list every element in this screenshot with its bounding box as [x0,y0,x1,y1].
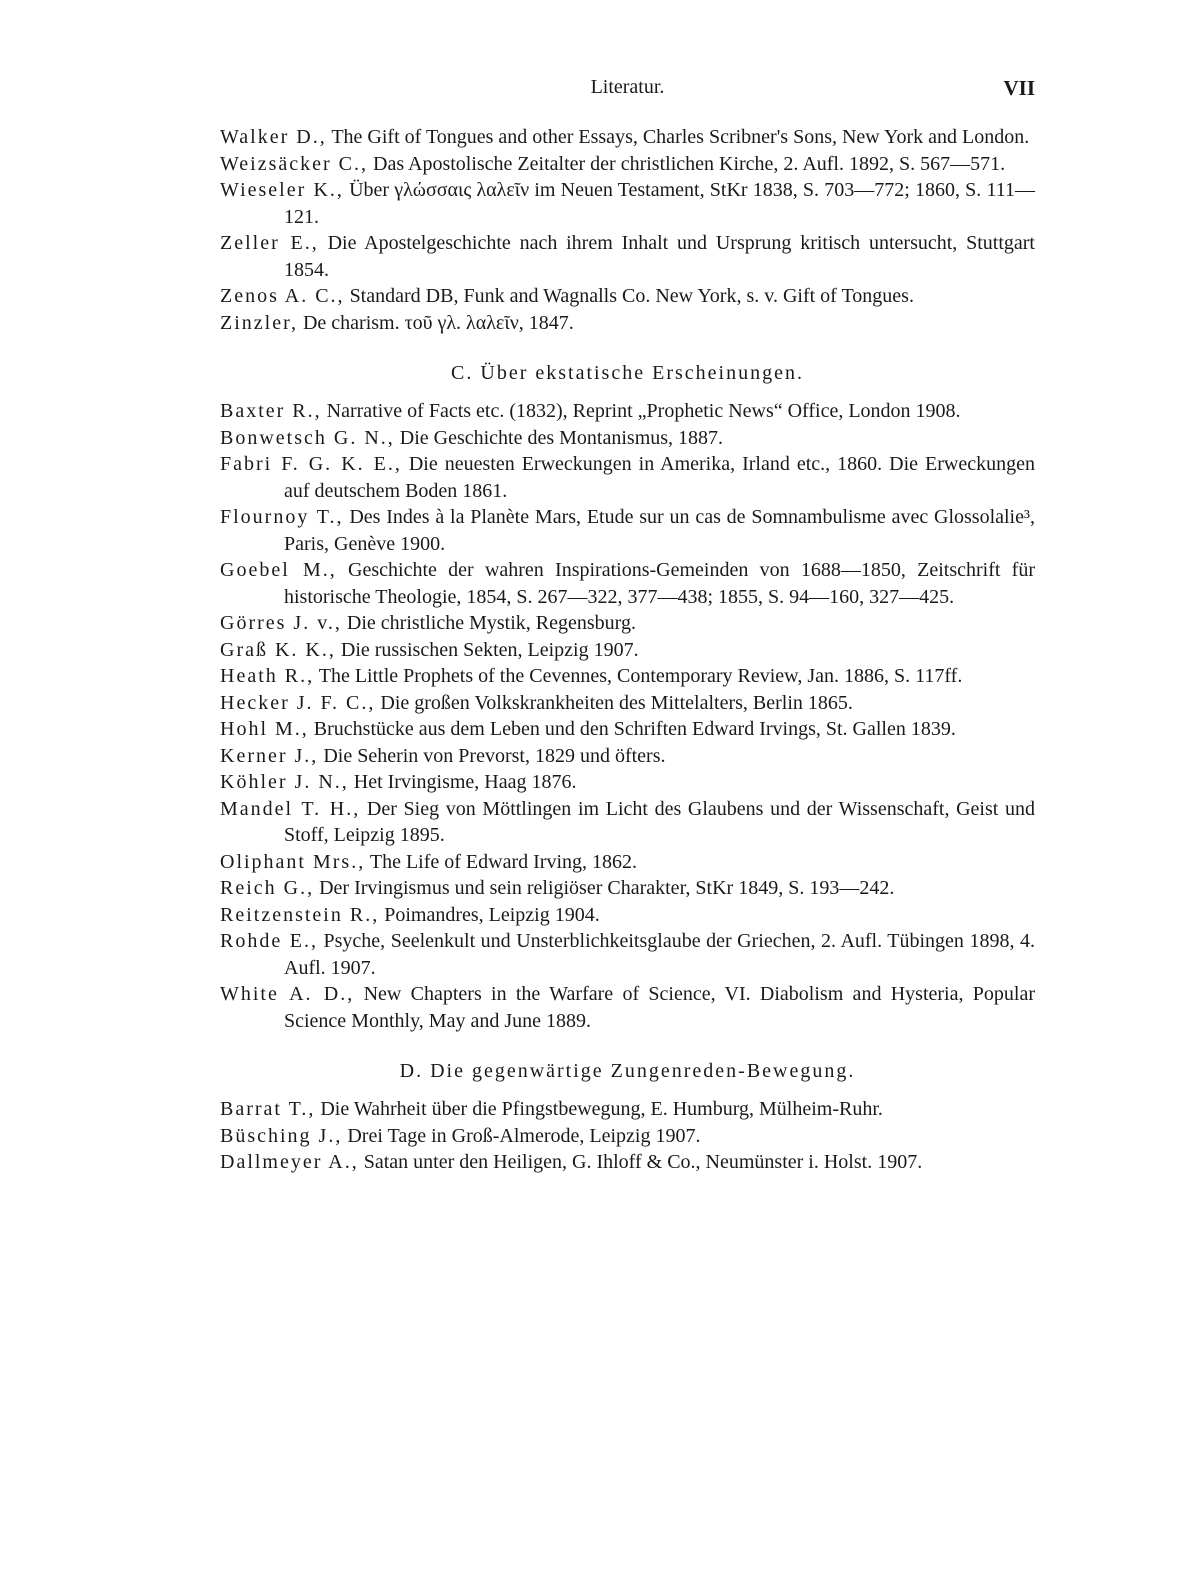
bib-entry [220,663,1035,690]
bib-text: Geschichte der wahren Inspirations-Gemeinden von 1688—1850, Zeitschrift für historische Theologie, 1854, S. 267—322, 377—438; 1855, S. 94—160, 327—425. [284,559,1035,608]
bib-author: Hecker J. F. C., [220,691,376,714]
bib-entry [220,1149,1035,1176]
bib-author: Zenos A. C., [220,285,345,307]
bib-text: Der Sieg von Möttlingen im Licht des Glaubens und der Wissenschaft, Geist und Stoff, Leipzig 1895. [284,797,1035,846]
bib-author: Bonwetsch G. N., [220,426,395,449]
bib-entry [220,690,1035,717]
bib-entry [220,425,1035,452]
bib-entry [220,230,1035,283]
bib-text: The Gift of Tongues and other Essays, Charles Scribner's Sons, New York and London. [326,126,1030,148]
bib-author: Mandel T. H., [220,797,361,820]
bib-text: Drei Tage in Groß-Almerode, Leipzig 1907. [342,1124,701,1147]
bib-author: Reitzenstein R., [220,903,380,926]
bib-author: Walker D., [220,126,327,148]
bib-author: Köhler J. N., [220,771,349,793]
bib-entry [220,610,1035,637]
bib-text: Die Geschichte des Montanismus, 1887. [394,426,724,449]
bib-entry [220,177,1035,230]
bib-entry [220,849,1035,876]
bib-entry [220,769,1035,796]
bib-text: De charism. τοῦ γλ. λαλεῖν, 1847. [297,311,574,334]
bib-text: Die großen Volkskrankheiten des Mittelalters, Berlin 1865. [375,691,853,714]
bib-entry [220,310,1035,337]
bib-text: Die neuesten Erweckungen in Amerika, Irland etc., 1860. Die Erweckungen auf deutschem Boden 1861. [284,453,1035,502]
bib-author: Dallmeyer A., [220,1151,359,1173]
bib-entry [220,743,1035,770]
bib-text: Die Wahrheit über die Pfingstbewegung, E. Humburg, Mülheim-Ruhr. [315,1098,883,1120]
bibliography-section-d [220,1096,1035,1176]
bib-author: Rohde E., [220,930,318,952]
bib-text: Bruchstücke aus dem Leben und den Schriften Edward Irvings, St. Gallen 1839. [308,718,956,740]
bib-author: Flournoy T., [220,506,344,528]
bib-entry [220,875,1035,902]
page-number: VII [1003,76,1035,100]
bib-entry [220,398,1035,425]
bib-author: Reich G., [220,877,315,899]
bib-text: Der Irvingismus und sein religiöser Charakter, StKr 1849, S. 193—242. [314,877,895,899]
bib-author: Barrat T., [220,1098,316,1120]
bib-text: Narrative of Facts etc. (1832), Reprint „Prophetic News“ Office, London 1908. [321,400,961,422]
bib-text: Das Apostolische Zeitalter der christlichen Kirche, 2. Aufl. 1892, S. 567—571. [368,152,1006,175]
bib-text: Het Irvingisme, Haag 1876. [348,771,577,793]
bib-text: Die Seherin von Prevorst, 1829 und öfters. [318,744,666,767]
bib-author: Hohl M., [220,718,309,740]
bib-entry [220,637,1035,664]
bib-entry [220,716,1035,743]
bibliography [220,124,1035,1176]
bib-entry [220,451,1035,504]
section-heading-d: D. Die gegenwärtige Zungenreden-Bewegung. [399,1060,856,1082]
bib-text: Über γλώσσαις λαλεῖν im Neuen Testament, StKr 1838, S. 703—772; 1860, S. 111—121. [284,179,1036,228]
bib-author: Kerner J., [220,744,319,767]
bib-entry [220,1096,1035,1123]
bib-text: Satan unter den Heiligen, G. Ihloff & Co., Neumünster i. Holst. 1907. [358,1151,923,1173]
bib-entry [220,151,1035,178]
bib-text: Standard DB, Funk and Wagnalls Co. New York, s. v. Gift of Tongues. [344,285,914,307]
bib-text: Poimandres, Leipzig 1904. [379,903,600,926]
bib-author: Zeller E., [220,232,319,254]
bib-author: Oliphant Mrs., [220,850,366,873]
bib-text: Des Indes à la Planète Mars, Etude sur un cas de Somnambulisme avec Glossolalie³, Paris, Genève 1900. [284,506,1035,555]
bib-entry [220,557,1035,610]
running-title: Literatur. [590,76,665,98]
bib-entry [220,928,1035,981]
bibliography-section-c [220,398,1035,1034]
section-heading-c: C. Über ekstatische Erscheinungen. [451,362,804,384]
bib-text: Die russischen Sekten, Leipzig 1907. [335,638,639,661]
bib-text: Psyche, Seelenkult und Unsterblichkeitsglaube der Griechen, 2. Aufl. Tübingen 1898, 4. Aufl. 1907. [284,930,1035,979]
bib-entry [220,902,1035,929]
bib-author: Weizsäcker C., [220,152,368,175]
bib-author: Zinzler, [220,311,298,334]
page-header [220,76,1035,106]
bibliography-group-b-continued [220,124,1035,336]
bib-author: Wieseler K., [220,179,344,201]
bib-entry [220,796,1035,849]
bib-author: Goebel M., [220,559,337,581]
bib-entry [220,504,1035,557]
bib-author: White A. D., [220,983,355,1005]
bib-entry [220,283,1035,310]
bib-entry [220,124,1035,151]
bib-author: Büsching J., [220,1124,343,1147]
bib-entry [220,981,1035,1034]
bib-author: Heath R., [220,665,315,687]
bib-author: Baxter R., [220,400,322,422]
bib-entry [220,1123,1035,1150]
bib-text: Die christliche Mystik, Regensburg. [341,612,636,634]
bib-text: The Little Prophets of the Cevennes, Contemporary Review, Jan. 1886, S. 117ff. [314,665,963,687]
bib-text: New Chapters in the Warfare of Science, VI. Diabolism and Hysteria, Popular Science Monthly, May and June 1889. [284,983,1036,1032]
bib-author: Fabri F. G. K. E., [220,453,402,475]
bib-text: The Life of Edward Irving, 1862. [365,850,637,873]
bib-author: Görres J. v., [220,612,342,634]
bib-author: Graß K. K., [220,638,336,661]
bib-text: Die Apostelgeschichte nach ihrem Inhalt und Ursprung kritisch untersucht, Stuttgart 1854. [284,232,1035,281]
